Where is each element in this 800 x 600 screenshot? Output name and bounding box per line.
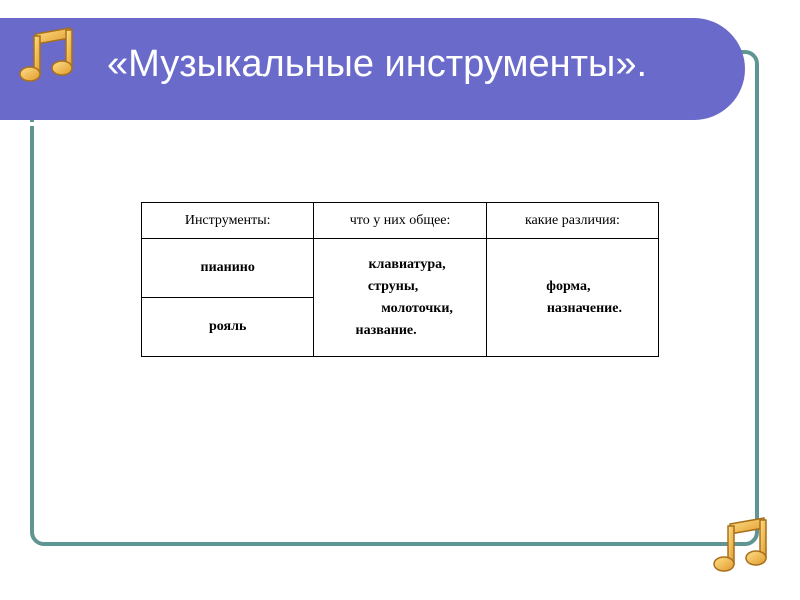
- header-common: что у них общее:: [314, 203, 486, 239]
- table-header-row: [142, 203, 659, 239]
- instrument-grand-piano: рояль: [142, 298, 314, 357]
- table-row: [142, 239, 659, 298]
- instruments-table: [141, 202, 659, 357]
- common-item: клавиатура,: [368, 256, 446, 272]
- common-item: молоточки,: [381, 300, 453, 316]
- common-features-cell: [314, 239, 486, 357]
- instrument-piano: пианино: [142, 239, 314, 298]
- header-instruments: Инструменты:: [142, 203, 314, 239]
- common-item: название.: [355, 322, 417, 338]
- common-item: струны,: [367, 278, 419, 294]
- title-underline: [0, 122, 710, 126]
- music-note-icon: [710, 514, 774, 578]
- header-differences: какие различия:: [486, 203, 658, 239]
- page-title: «Музыкальные инструменты».: [107, 43, 648, 85]
- music-note-icon: [16, 24, 80, 88]
- difference-item: назначение.: [546, 300, 622, 316]
- differences-cell: [486, 239, 658, 357]
- difference-item: форма,: [546, 278, 591, 294]
